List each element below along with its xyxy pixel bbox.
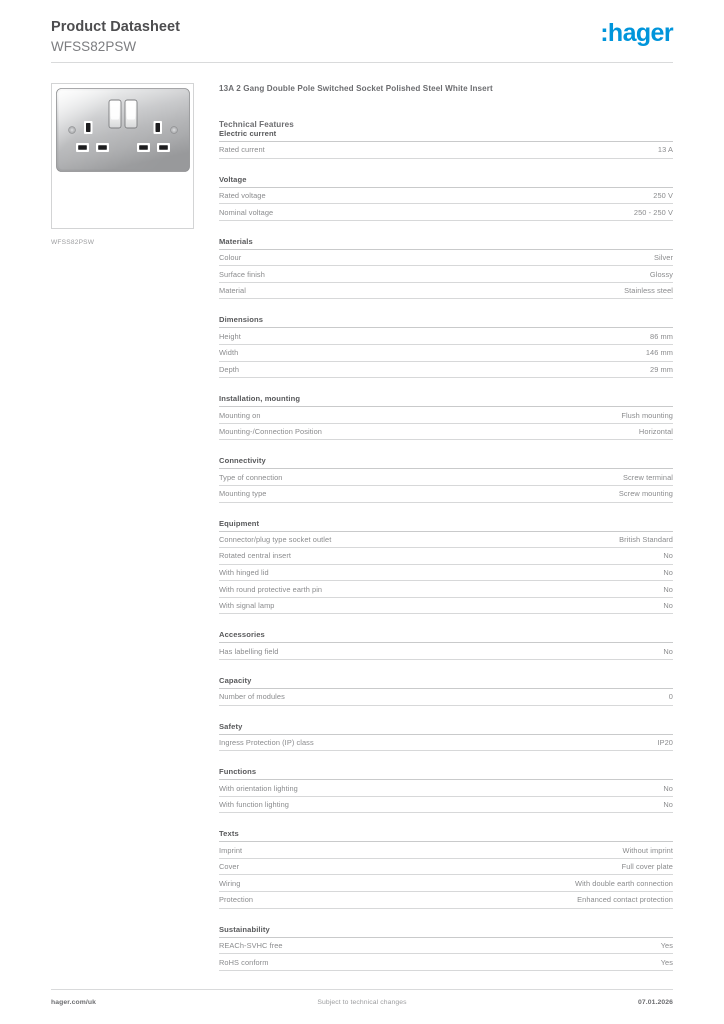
spec-section bbox=[219, 315, 673, 378]
spec-section bbox=[219, 925, 673, 971]
spec-value: 146 mm bbox=[645, 348, 673, 358]
spec-section-title: Materials bbox=[219, 237, 673, 250]
spec-section-title: Equipment bbox=[219, 519, 673, 532]
spec-section-title: Dimensions bbox=[219, 315, 673, 328]
spec-row bbox=[219, 283, 673, 300]
spec-value: With double earth connection bbox=[575, 878, 673, 888]
spec-row bbox=[219, 362, 673, 379]
spec-row bbox=[219, 266, 673, 283]
spec-row bbox=[219, 345, 673, 362]
spec-row bbox=[219, 892, 673, 909]
spec-row bbox=[219, 689, 673, 706]
spec-row bbox=[219, 188, 673, 205]
spec-section-title: Voltage bbox=[219, 175, 673, 188]
spec-value: Full cover plate bbox=[621, 862, 673, 872]
spec-row bbox=[219, 407, 673, 424]
spec-row bbox=[219, 142, 673, 159]
spec-value: No bbox=[663, 584, 673, 594]
double-socket-icon bbox=[56, 88, 190, 172]
spec-value: Yes bbox=[660, 957, 673, 967]
spec-section-title: Connectivity bbox=[219, 456, 673, 469]
spec-row bbox=[219, 548, 673, 565]
spec-value: 86 mm bbox=[650, 331, 673, 341]
spec-section-title: Safety bbox=[219, 722, 673, 735]
spec-section-title: Capacity bbox=[219, 676, 673, 689]
product-name: 13A 2 Gang Double Pole Switched Socket Polished Steel White Insert bbox=[219, 84, 493, 93]
spec-row bbox=[219, 565, 673, 582]
spec-row bbox=[219, 643, 673, 660]
page-header bbox=[51, 0, 673, 52]
product-reference: WFSS82PSW bbox=[51, 38, 137, 54]
spec-label: Height bbox=[219, 331, 241, 341]
title-block bbox=[51, 18, 180, 55]
spec-section bbox=[219, 722, 673, 752]
page-title: Product Datasheet bbox=[51, 19, 180, 35]
spec-label: Imprint bbox=[219, 845, 243, 855]
spec-label: REACh-SVHC free bbox=[219, 941, 283, 950]
spec-row bbox=[219, 532, 673, 549]
spec-row bbox=[219, 424, 673, 441]
footer-divider bbox=[51, 989, 673, 990]
spec-label: Protection bbox=[219, 895, 254, 905]
spec-label: With hinged lid bbox=[219, 568, 269, 578]
spec-section bbox=[219, 767, 673, 813]
spec-label: RoHS conform bbox=[219, 957, 269, 967]
spec-label: Has labelling field bbox=[219, 646, 279, 656]
spec-row bbox=[219, 486, 673, 503]
footer-row bbox=[51, 999, 673, 1006]
spec-section bbox=[219, 676, 673, 706]
spec-value: 250 - 250 V bbox=[633, 207, 673, 217]
spec-row bbox=[219, 938, 673, 955]
spec-value: No bbox=[663, 568, 673, 578]
spec-label: Material bbox=[219, 286, 246, 296]
spec-row bbox=[219, 797, 673, 814]
spec-row bbox=[219, 735, 673, 752]
spec-label: Rotated central insert bbox=[219, 551, 292, 561]
spec-label: Width bbox=[219, 348, 239, 358]
spec-value: Enhanced contact protection bbox=[577, 895, 673, 905]
spec-label: Rated voltage bbox=[219, 190, 266, 200]
spec-section-title: Electric current bbox=[219, 129, 673, 142]
spec-value: Horizontal bbox=[638, 427, 673, 437]
spec-section bbox=[219, 456, 673, 502]
spec-label: Connector/plug type socket outlet bbox=[219, 534, 332, 544]
spec-row bbox=[219, 954, 673, 971]
page-footer bbox=[51, 989, 673, 1006]
specifications-table bbox=[219, 129, 673, 971]
spec-label: Mounting-/Connection Position bbox=[219, 427, 322, 437]
spec-section-title: Texts bbox=[219, 829, 673, 842]
spec-label: With signal lamp bbox=[219, 601, 275, 611]
footer-date: 07.01.2026 bbox=[637, 999, 673, 1006]
spec-value: 250 V bbox=[653, 190, 673, 200]
spec-value: 13 A bbox=[657, 145, 673, 155]
spec-row bbox=[219, 581, 673, 598]
spec-label: With orientation lighting bbox=[219, 783, 298, 793]
spec-row bbox=[219, 598, 673, 615]
spec-label: Depth bbox=[219, 365, 240, 375]
product-image-column bbox=[51, 83, 196, 246]
spec-row bbox=[219, 859, 673, 876]
spec-section bbox=[219, 829, 673, 908]
spec-value: Screw mounting bbox=[618, 489, 673, 499]
spec-value: 0 bbox=[668, 692, 673, 702]
spec-label: Rated current bbox=[219, 145, 265, 155]
spec-section bbox=[219, 237, 673, 300]
spec-label: With function lighting bbox=[219, 800, 289, 810]
socket-illustration bbox=[56, 88, 190, 172]
spec-label: Wiring bbox=[219, 878, 241, 888]
spec-label: Number of modules bbox=[219, 692, 285, 702]
hager-logo: :hager bbox=[600, 19, 673, 47]
specifications-column bbox=[219, 83, 673, 971]
spec-section bbox=[219, 129, 673, 159]
spec-label: Ingress Protection (IP) class bbox=[219, 737, 314, 747]
spec-label: Mounting type bbox=[219, 489, 267, 499]
spec-value: Glossy bbox=[649, 269, 673, 279]
spec-label: Nominal voltage bbox=[219, 207, 274, 217]
spec-value: Silver bbox=[654, 253, 673, 263]
spec-section-title: Accessories bbox=[219, 630, 673, 643]
header-divider bbox=[51, 62, 673, 63]
spec-row bbox=[219, 875, 673, 892]
spec-label: Colour bbox=[219, 253, 242, 263]
spec-label: Cover bbox=[219, 862, 240, 872]
spec-label: Surface finish bbox=[219, 269, 265, 279]
spec-value: 29 mm bbox=[650, 365, 673, 375]
spec-value: No bbox=[663, 551, 673, 561]
spec-label: With round protective earth pin bbox=[219, 584, 323, 594]
footer-website[interactable]: hager.com/uk bbox=[51, 999, 97, 1006]
spec-section bbox=[219, 175, 673, 221]
spec-value: No bbox=[663, 800, 673, 810]
spec-label: Mounting on bbox=[219, 410, 261, 420]
spec-value: No bbox=[663, 601, 673, 611]
spec-value: British Standard bbox=[619, 534, 673, 544]
spec-value: Yes bbox=[660, 941, 673, 950]
spec-value: Without imprint bbox=[622, 845, 673, 855]
spec-section-title: Sustainability bbox=[219, 925, 673, 938]
product-image-frame bbox=[51, 83, 194, 229]
spec-value: No bbox=[663, 646, 673, 656]
spec-value: Stainless steel bbox=[624, 286, 673, 296]
spec-row bbox=[219, 780, 673, 797]
spec-row bbox=[219, 469, 673, 486]
spec-row bbox=[219, 204, 673, 221]
spec-section bbox=[219, 394, 673, 440]
spec-value: No bbox=[663, 783, 673, 793]
technical-features-heading: Technical Features bbox=[219, 120, 294, 129]
spec-section-title: Functions bbox=[219, 767, 673, 780]
spec-section bbox=[219, 630, 673, 660]
spec-label: Type of connection bbox=[219, 472, 283, 482]
spec-section-title: Installation, mounting bbox=[219, 394, 673, 407]
product-image-caption: WFSS82PSW bbox=[51, 239, 95, 246]
footer-notice: Subject to technical changes bbox=[317, 999, 407, 1006]
spec-value: Screw terminal bbox=[623, 472, 673, 482]
spec-section bbox=[219, 519, 673, 615]
spec-row bbox=[219, 250, 673, 267]
spec-value: Flush mounting bbox=[621, 410, 673, 420]
body-area bbox=[51, 83, 673, 971]
spec-row bbox=[219, 842, 673, 859]
spec-row bbox=[219, 328, 673, 345]
spec-value: IP20 bbox=[657, 737, 673, 747]
